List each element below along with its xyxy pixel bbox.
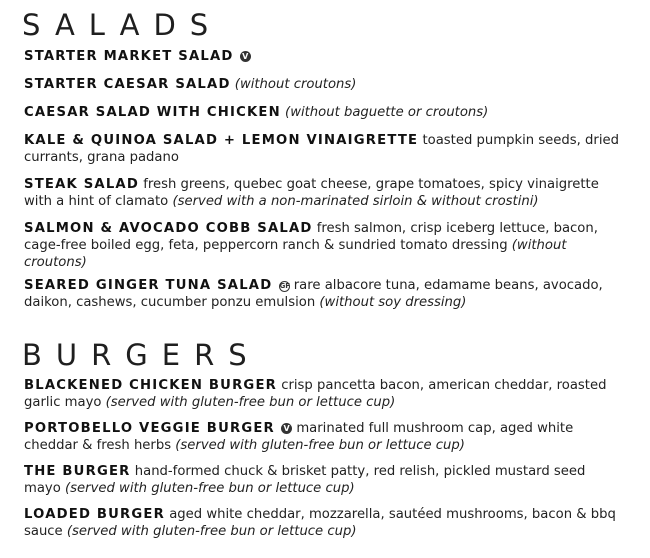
- vegan-icon: V: [281, 423, 292, 434]
- item-description: marinated full mushroom cap, aged white cheddar & fresh herbs: [24, 421, 574, 453]
- item-name: PORTOBELLO VEGGIE BURGER: [24, 421, 275, 436]
- item-name: STARTER MARKET SALAD: [24, 49, 234, 64]
- item-name: CAESAR SALAD WITH CHICKEN: [24, 105, 281, 120]
- item-note: (served with gluten-free bun or lettuce cup): [175, 438, 465, 453]
- menu-item: [24, 104, 624, 121]
- item-description: crisp pancetta bacon, american cheddar, roasted garlic mayo: [24, 378, 607, 410]
- item-name: STARTER CAESAR SALAD: [24, 77, 231, 92]
- item-description: hand-formed chuck & brisket patty, red relish, pickled mustard seed mayo: [24, 464, 586, 496]
- item-name: LOADED BURGER: [24, 507, 165, 522]
- item-name: SEARED GINGER TUNA SALAD: [24, 278, 273, 293]
- item-note: (without baguette or croutons): [285, 105, 489, 120]
- item-name: SALMON & AVOCADO COBB SALAD: [24, 221, 313, 236]
- menu-item: [24, 48, 624, 65]
- menu-item: [24, 420, 624, 454]
- item-name: THE BURGER: [24, 464, 131, 479]
- item-note: (served with a non-marinated sirloin & without crostini): [172, 194, 539, 209]
- menu-item: [24, 76, 624, 93]
- item-name: BLACKENED CHICKEN BURGER: [24, 378, 278, 393]
- menu-item: [24, 463, 624, 497]
- item-description: aged white cheddar, mozzarella, sautéed mushrooms, bacon & bbq sauce: [24, 507, 616, 539]
- item-note: (without croutons): [24, 238, 567, 270]
- item-name: KALE & QUINOA SALAD + LEMON VINAIGRETTE: [24, 133, 419, 148]
- menu-item: [24, 377, 624, 411]
- item-description: fresh salmon, crisp iceberg lettuce, bacon, cage-free boiled egg, feta, peppercorn ranch & sundried tomato dressing: [24, 221, 598, 253]
- item-note: (without croutons): [234, 77, 357, 92]
- menu-item: [24, 220, 624, 271]
- item-note: (served with gluten-free bun or lettuce cup): [65, 481, 355, 496]
- item-description: rare albacore tuna, edamame beans, avocado, daikon, cashews, cucumber ponzu emulsion: [24, 278, 603, 310]
- item-note: (served with gluten-free bun or lettuce cup): [105, 395, 396, 410]
- item-description: toasted pumpkin seeds, dried currants, grana padano: [24, 133, 619, 165]
- item-note: (without soy dressing): [319, 295, 467, 310]
- menu-item: [24, 176, 624, 210]
- item-name: STEAK SALAD: [24, 177, 139, 192]
- burgers-heading: BURGERS: [22, 338, 261, 372]
- salads-heading: SALADS: [22, 8, 223, 42]
- item-description: fresh greens, quebec goat cheese, grape tomatoes, spicy vinaigrette with a hint of clamato: [24, 177, 599, 209]
- vegan-icon: V: [240, 51, 251, 62]
- menu-item: [24, 132, 624, 166]
- menu-item: [24, 506, 624, 540]
- item-note: (served with gluten-free bun or lettuce cup): [66, 524, 357, 539]
- gluten-free-icon: GF: [279, 282, 291, 290]
- menu-item: [24, 277, 624, 311]
